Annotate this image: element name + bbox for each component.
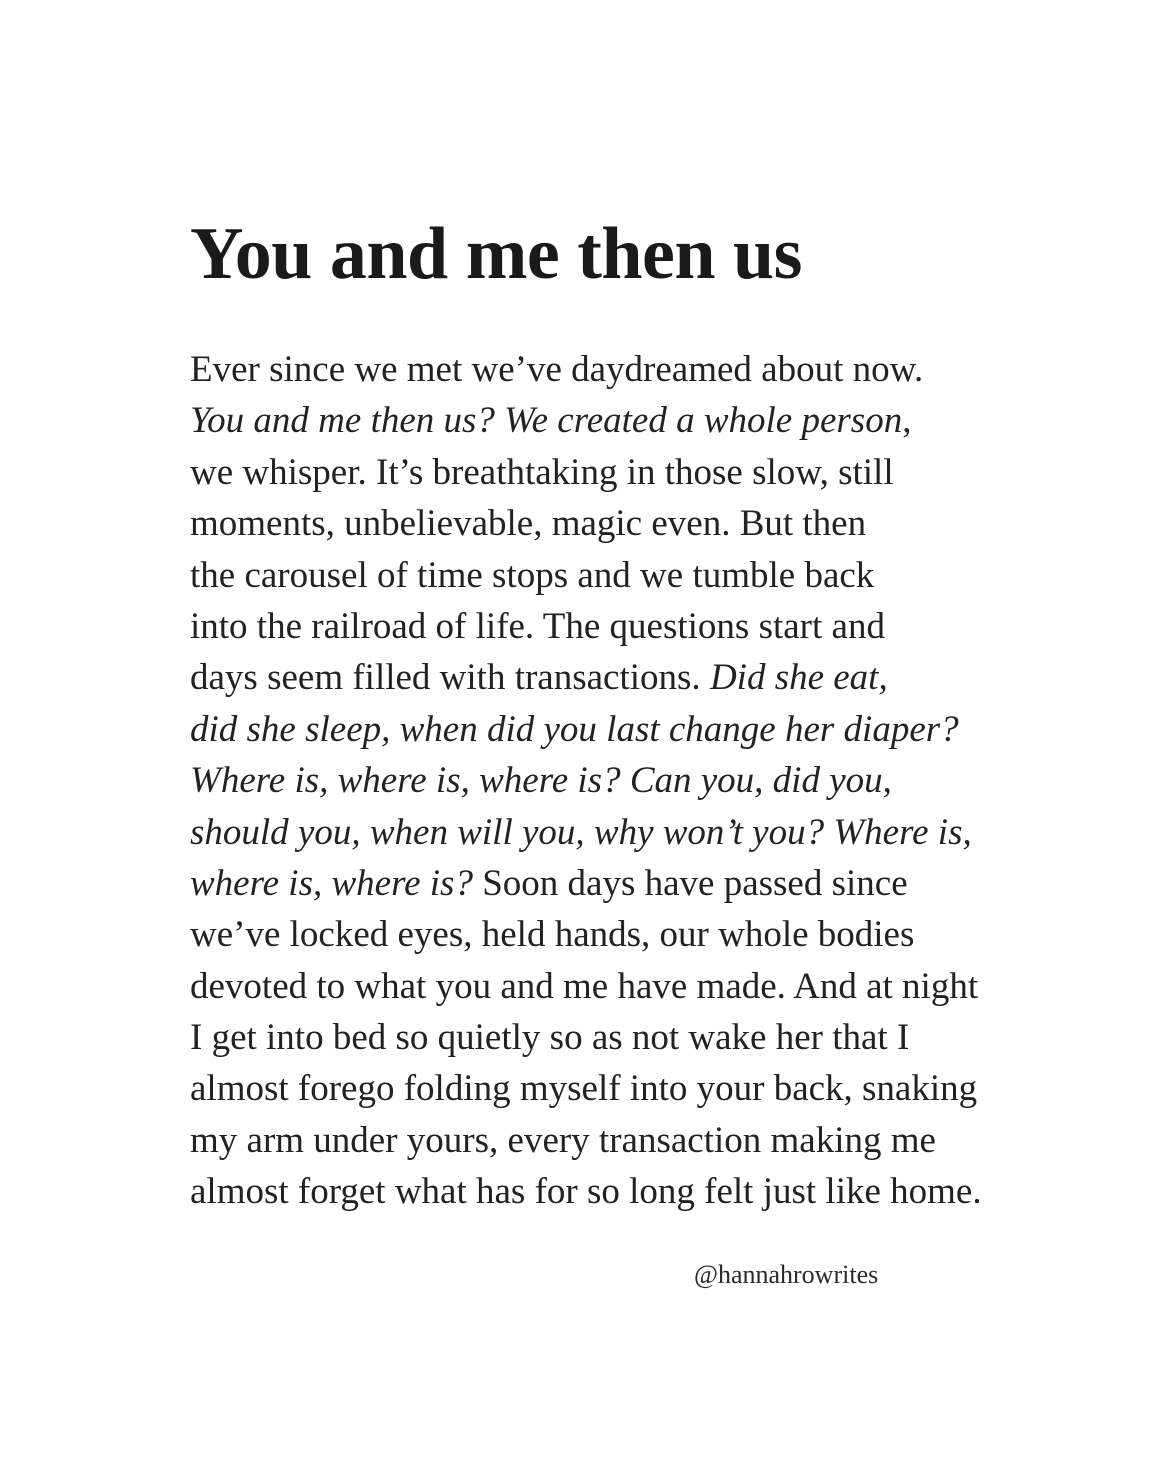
poem-line <box>190 1063 1090 1114</box>
poem-text: days seem filled with transactions. <box>190 657 710 699</box>
poem-italic-text: where is, where is? <box>190 862 473 904</box>
poem-line <box>190 344 1090 395</box>
poem-line <box>190 1166 1090 1217</box>
poem-line <box>190 395 1090 446</box>
poem-body <box>190 344 1090 1218</box>
poem-line <box>190 601 1090 652</box>
poem-text: almost forego folding myself into your back, snaking <box>190 1068 978 1110</box>
poem-text: I get into bed so quietly so as not wake her that I <box>190 1017 910 1059</box>
poem-text: , <box>902 400 912 442</box>
poem-line <box>190 1115 1090 1166</box>
poem-line <box>190 704 1090 755</box>
poem-text: Soon days have passed since <box>472 862 908 904</box>
poem-text: moments, unbelievable, magic even. But then <box>190 503 867 545</box>
poem-text: devoted to what you and me have made. And at night <box>190 965 979 1007</box>
poem-line <box>190 447 1090 498</box>
poem-line <box>190 652 1090 703</box>
poem-line <box>190 1012 1090 1063</box>
poem-italic-text: should you, when will you, why won’t you? Where is, <box>190 811 972 853</box>
poem-line <box>190 961 1090 1012</box>
poem-text: almost forget what has for so long felt just like home. <box>190 1171 982 1213</box>
poem-text: we’ve locked eyes, held hands, our whole bodies <box>190 914 915 956</box>
poem-text: the carousel of time stops and we tumble back <box>190 554 875 596</box>
poem-line <box>190 498 1090 549</box>
poem-text: into the railroad of life. The questions start and <box>190 605 885 647</box>
poem-italic-text: did she sleep, when did you last change her diaper? <box>190 708 959 750</box>
poem-line <box>190 909 1090 960</box>
poem-line <box>190 807 1090 858</box>
poem-text: Ever since we met we’ve daydreamed about now. <box>190 349 924 390</box>
poem-text: we whisper. It’s breathtaking in those slow, still <box>190 451 894 493</box>
poem-line <box>190 755 1090 806</box>
poem-title: You and me then us <box>190 213 802 295</box>
poem-line <box>190 858 1090 909</box>
author-handle: @hannahrowrites <box>694 1260 879 1289</box>
poem-italic-text: Where is, where is, where is? Can you, did you, <box>190 760 892 802</box>
poem-italic-text: Did she eat, <box>709 657 888 699</box>
poem-text: my arm under yours, every transaction making me <box>190 1119 936 1161</box>
poem-italic-text: You and me then us? We created a whole person <box>190 400 903 442</box>
poem-line <box>190 550 1090 601</box>
